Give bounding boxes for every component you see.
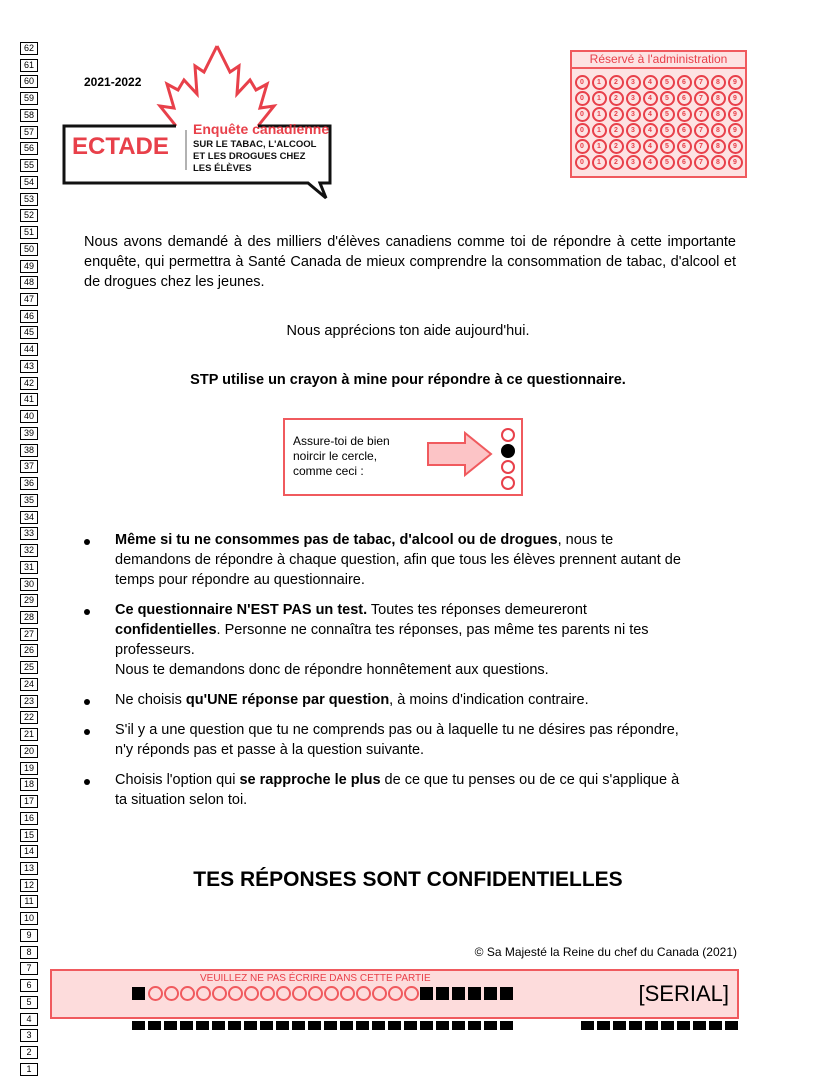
timing-mark (645, 1021, 658, 1030)
admin-bubble[interactable]: 7 (694, 107, 709, 122)
row-number: 29 (20, 594, 38, 607)
logo-subtitle-3: LES ÉLÈVES (193, 163, 252, 174)
emphasis-text: Ce questionnaire N'EST PAS un test. (115, 602, 368, 618)
admin-bubble[interactable]: 8 (711, 139, 726, 154)
timing-mark (324, 1021, 337, 1030)
admin-bubble[interactable]: 4 (643, 139, 658, 154)
scan-square (132, 987, 145, 1000)
timing-mark (693, 1021, 706, 1030)
timing-mark (629, 1021, 642, 1030)
empty-bubble (501, 460, 515, 474)
timing-mark (244, 1021, 257, 1030)
admin-bubble[interactable]: 0 (575, 139, 590, 154)
instruction-text: . Personne ne connaîtra tes réponses, pas même tes parents ni tes professeurs. (115, 622, 649, 658)
confidential-heading: TES RÉPONSES SONT CONFIDENTIELLES (193, 868, 623, 891)
do-not-write-area (50, 969, 739, 1019)
admin-bubble[interactable]: 6 (677, 123, 692, 138)
admin-bubble[interactable]: 6 (677, 75, 692, 90)
row-number: 14 (20, 845, 38, 858)
scan-circle (356, 986, 371, 1001)
timing-mark (340, 1021, 353, 1030)
admin-bubble[interactable]: 7 (694, 139, 709, 154)
row-number: 10 (20, 912, 38, 925)
admin-bubble[interactable]: 2 (609, 107, 624, 122)
admin-bubble[interactable]: 1 (592, 91, 607, 106)
scan-circle (260, 986, 275, 1001)
instruction-text: Nous te demandons donc de répondre honnêtement aux questions. (115, 662, 549, 678)
copyright-notice: © Sa Majesté la Reine du chef du Canada (2021) (474, 945, 737, 959)
admin-bubble-grid (572, 75, 745, 170)
timing-mark (613, 1021, 626, 1030)
row-number: 13 (20, 862, 38, 875)
do-not-write-note: VEUILLEZ NE PAS ÉCRIRE DANS CETTE PARTIE (200, 973, 431, 984)
instruction-text: Choisis l'option qui (115, 772, 240, 788)
timing-mark (132, 1021, 145, 1030)
intro-paragraph: Nous avons demandé à des milliers d'élèves canadiens comme toi de répondre à cette importante enquête, qui permettra à Santé Canada de mieux comprendre la consommation de tabac, d'alcool et de drogues chez les jeunes. (84, 234, 736, 290)
row-number: 21 (20, 728, 38, 741)
timing-mark (292, 1021, 305, 1030)
row-number: 23 (20, 695, 38, 708)
timing-mark (500, 1021, 513, 1030)
admin-bubble[interactable]: 9 (728, 91, 743, 106)
emphasis-text: Même si tu ne consommes pas de tabac, d'alcool ou de drogues (115, 532, 558, 548)
timing-mark (276, 1021, 289, 1030)
instruction-text: S'il y a une question que tu ne comprends pas ou à laquelle tu ne désires pas répondre, n'y réponds pas et passe à la question suivante. (115, 722, 679, 758)
timing-mark (436, 1021, 449, 1030)
scan-square (420, 987, 433, 1000)
row-number: 57 (20, 126, 38, 139)
row-number: 55 (20, 159, 38, 172)
admin-bubble-row (572, 75, 745, 90)
row-number: 24 (20, 678, 38, 691)
admin-box-title: Réservé à l'administration (572, 52, 745, 69)
empty-bubble (501, 476, 515, 490)
scan-circle (212, 986, 227, 1001)
timing-mark (260, 1021, 273, 1030)
row-number: 38 (20, 444, 38, 457)
admin-bubble-row (572, 91, 745, 106)
scan-circle (340, 986, 355, 1001)
pencil-instruction: STP utilise un crayon à mine pour répondre à ce questionnaire. (190, 372, 626, 388)
admin-bubble[interactable]: 5 (660, 139, 675, 154)
admin-bubble[interactable]: 6 (677, 91, 692, 106)
timing-marks-right (581, 1021, 741, 1030)
row-number: 45 (20, 326, 38, 339)
instruction-item (84, 690, 684, 710)
admin-bubble[interactable]: 0 (575, 91, 590, 106)
row-number: 40 (20, 410, 38, 423)
empty-bubble (501, 428, 515, 442)
logo-subtitle-1: SUR LE TABAC, L'ALCOOL (193, 139, 317, 150)
admin-bubble[interactable]: 3 (626, 155, 641, 170)
scan-marks (132, 986, 516, 1001)
row-number: 39 (20, 427, 38, 440)
scan-square (452, 987, 465, 1000)
row-number: 56 (20, 142, 38, 155)
timing-mark (180, 1021, 193, 1030)
admin-bubble[interactable]: 6 (677, 139, 692, 154)
row-number: 53 (20, 193, 38, 206)
row-number: 34 (20, 511, 38, 524)
scan-square (436, 987, 449, 1000)
row-number: 46 (20, 310, 38, 323)
instruction-item (84, 720, 684, 760)
timing-mark (420, 1021, 433, 1030)
admin-bubble[interactable]: 8 (711, 91, 726, 106)
timing-mark (452, 1021, 465, 1030)
row-number: 50 (20, 243, 38, 256)
admin-bubble[interactable]: 8 (711, 107, 726, 122)
logo-subtitle-2: ET LES DROGUES CHEZ (193, 151, 306, 162)
row-number: 9 (20, 929, 38, 942)
admin-reserved-box (570, 50, 747, 178)
timing-marks-left (132, 1021, 516, 1030)
arrow-right-icon (425, 430, 495, 478)
row-number: 7 (20, 962, 38, 975)
admin-bubble[interactable]: 4 (643, 91, 658, 106)
row-number: 5 (20, 996, 38, 1009)
row-number: 43 (20, 360, 38, 373)
row-number: 54 (20, 176, 38, 189)
admin-bubble[interactable]: 9 (728, 107, 743, 122)
timing-mark (709, 1021, 722, 1030)
survey-year: 2021-2022 (84, 75, 142, 89)
admin-bubble[interactable]: 3 (626, 91, 641, 106)
admin-bubble[interactable]: 5 (660, 123, 675, 138)
admin-bubble[interactable]: 5 (660, 75, 675, 90)
admin-bubble[interactable]: 8 (711, 155, 726, 170)
bullet-icon (84, 779, 90, 785)
row-number: 61 (20, 59, 38, 72)
row-number: 49 (20, 260, 38, 273)
row-number: 20 (20, 745, 38, 758)
instruction-text: de ce que tu penses ou de ce qui s'applique à ta situation selon toi. (115, 772, 680, 808)
admin-bubble-row (572, 123, 745, 138)
row-number: 37 (20, 460, 38, 473)
admin-bubble[interactable]: 7 (694, 123, 709, 138)
scan-square (484, 987, 497, 1000)
row-number: 4 (20, 1013, 38, 1026)
admin-bubble[interactable]: 9 (728, 123, 743, 138)
emphasis-text: qu'UNE réponse par question (185, 692, 390, 708)
admin-bubble[interactable]: 1 (592, 155, 607, 170)
row-number: 16 (20, 812, 38, 825)
admin-bubble-row (572, 107, 745, 122)
admin-bubble[interactable]: 6 (677, 155, 692, 170)
row-number: 22 (20, 711, 38, 724)
row-number: 47 (20, 293, 38, 306)
admin-bubble-row (572, 139, 745, 154)
timing-mark (468, 1021, 481, 1030)
scan-square (468, 987, 481, 1000)
admin-bubble[interactable]: 3 (626, 75, 641, 90)
scan-circle (180, 986, 195, 1001)
row-number: 52 (20, 209, 38, 222)
row-number-column (20, 42, 40, 1080)
row-number: 17 (20, 795, 38, 808)
filled-bubble (501, 444, 515, 458)
admin-bubble[interactable]: 0 (575, 155, 590, 170)
admin-bubble[interactable]: 2 (609, 123, 624, 138)
admin-bubble[interactable]: 1 (592, 123, 607, 138)
row-number: 42 (20, 377, 38, 390)
timing-mark (372, 1021, 385, 1030)
bullet-icon (84, 729, 90, 735)
timing-mark (356, 1021, 369, 1030)
admin-bubble[interactable]: 8 (711, 123, 726, 138)
row-number: 19 (20, 762, 38, 775)
row-number: 41 (20, 393, 38, 406)
scan-circle (196, 986, 211, 1001)
admin-bubble[interactable]: 8 (711, 75, 726, 90)
emphasis-text: confidentielles (115, 622, 217, 638)
scan-circle (388, 986, 403, 1001)
admin-bubble-row (572, 155, 745, 170)
timing-mark (212, 1021, 225, 1030)
instruction-item (84, 600, 684, 680)
row-number: 27 (20, 628, 38, 641)
row-number: 36 (20, 477, 38, 490)
instruction-list (84, 530, 684, 820)
admin-bubble[interactable]: 7 (694, 75, 709, 90)
admin-bubble[interactable]: 0 (575, 107, 590, 122)
admin-bubble[interactable]: 2 (609, 75, 624, 90)
admin-bubble[interactable]: 3 (626, 139, 641, 154)
admin-bubble[interactable]: 5 (660, 91, 675, 106)
admin-bubble[interactable]: 3 (626, 123, 641, 138)
admin-bubble[interactable]: 2 (609, 139, 624, 154)
instruction-text: Toutes tes réponses demeureront (367, 602, 587, 618)
bullet-icon (84, 539, 90, 545)
row-number: 18 (20, 778, 38, 791)
timing-mark (597, 1021, 610, 1030)
admin-bubble[interactable]: 5 (660, 107, 675, 122)
timing-mark (196, 1021, 209, 1030)
bullet-icon (84, 609, 90, 615)
scan-square (500, 987, 513, 1000)
timing-mark (677, 1021, 690, 1030)
admin-bubble[interactable]: 6 (677, 107, 692, 122)
instruction-text: , nous te demandons de répondre à chaque question, afin que tous les élèves prennent autant de temps pour répondre au questionnaire. (115, 532, 681, 588)
timing-mark (164, 1021, 177, 1030)
row-number: 26 (20, 644, 38, 657)
admin-bubble[interactable]: 0 (575, 75, 590, 90)
instruction-text: , à moins d'indication contraire. (389, 692, 589, 708)
logo-acronym: ECTADE (72, 133, 169, 160)
admin-bubble[interactable]: 5 (660, 155, 675, 170)
row-number: 32 (20, 544, 38, 557)
row-number: 62 (20, 42, 38, 55)
row-number: 3 (20, 1029, 38, 1042)
fill-example-text: Assure-toi de bien noircir le cercle, comme ceci : (293, 434, 390, 478)
timing-mark (404, 1021, 417, 1030)
row-number: 1 (20, 1063, 38, 1076)
timing-mark (308, 1021, 321, 1030)
row-number: 2 (20, 1046, 38, 1059)
scan-circle (244, 986, 259, 1001)
timing-mark (581, 1021, 594, 1030)
timing-mark (661, 1021, 674, 1030)
row-number: 33 (20, 527, 38, 540)
row-number: 35 (20, 494, 38, 507)
admin-bubble[interactable]: 9 (728, 155, 743, 170)
admin-bubble[interactable]: 4 (643, 75, 658, 90)
emphasis-text: se rapproche le plus (239, 772, 381, 788)
row-number: 30 (20, 578, 38, 591)
admin-bubble[interactable]: 7 (694, 91, 709, 106)
scan-circle (372, 986, 387, 1001)
row-number: 12 (20, 879, 38, 892)
instruction-text: Ne choisis (115, 692, 186, 708)
timing-mark (388, 1021, 401, 1030)
timing-mark (228, 1021, 241, 1030)
admin-bubble[interactable]: 4 (643, 155, 658, 170)
admin-bubble[interactable]: 9 (728, 139, 743, 154)
admin-bubble[interactable]: 9 (728, 75, 743, 90)
scan-circle (148, 986, 163, 1001)
timing-mark (484, 1021, 497, 1030)
admin-bubble[interactable]: 4 (643, 107, 658, 122)
row-number: 28 (20, 611, 38, 624)
row-number: 11 (20, 895, 38, 908)
scan-circle (292, 986, 307, 1001)
instruction-item (84, 770, 684, 810)
scan-circle (308, 986, 323, 1001)
admin-bubble[interactable]: 1 (592, 75, 607, 90)
row-number: 60 (20, 75, 38, 88)
row-number: 25 (20, 661, 38, 674)
row-number: 6 (20, 979, 38, 992)
thanks-text: Nous apprécions ton aide aujourd'hui. (286, 323, 530, 339)
row-number: 31 (20, 561, 38, 574)
admin-bubble[interactable]: 2 (609, 91, 624, 106)
serial-number: [SERIAL] (638, 981, 729, 1006)
instruction-item (84, 530, 684, 590)
bullet-icon (84, 699, 90, 705)
admin-bubble[interactable]: 7 (694, 155, 709, 170)
scan-circle (228, 986, 243, 1001)
timing-mark (725, 1021, 738, 1030)
row-number: 44 (20, 343, 38, 356)
row-number: 58 (20, 109, 38, 122)
fill-example-box (283, 418, 523, 496)
scan-circle (404, 986, 419, 1001)
scan-circle (164, 986, 179, 1001)
scan-circle (324, 986, 339, 1001)
admin-bubble[interactable]: 0 (575, 123, 590, 138)
scan-circle (276, 986, 291, 1001)
admin-bubble[interactable]: 1 (592, 139, 607, 154)
row-number: 15 (20, 829, 38, 842)
admin-bubble[interactable]: 3 (626, 107, 641, 122)
row-number: 59 (20, 92, 38, 105)
timing-mark (148, 1021, 161, 1030)
logo-title: Enquête canadienne (193, 121, 330, 137)
admin-bubble[interactable]: 1 (592, 107, 607, 122)
row-number: 48 (20, 276, 38, 289)
row-number: 8 (20, 946, 38, 959)
admin-bubble[interactable]: 2 (609, 155, 624, 170)
admin-bubble[interactable]: 4 (643, 123, 658, 138)
row-number: 51 (20, 226, 38, 239)
